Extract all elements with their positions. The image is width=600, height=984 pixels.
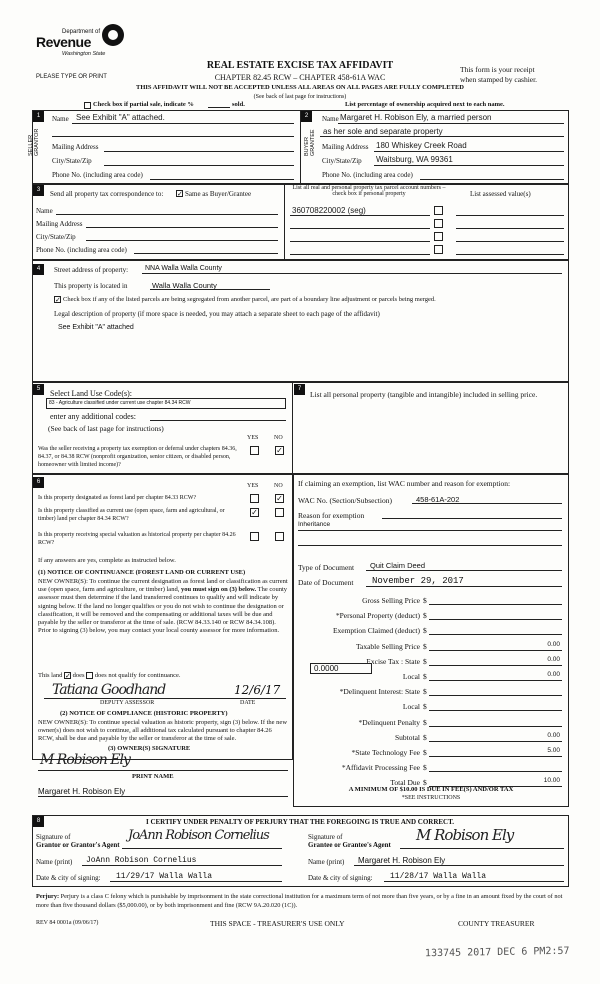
buyer-city[interactable]: Waitsburg, WA 99361 — [376, 155, 453, 164]
land-use-value: 83 - Agriculture classified under current use chapter 84.34 RCW — [49, 400, 191, 406]
warning-text: THIS AFFIDAVIT WILL NOT BE ACCEPTED UNLESS ALL AREAS ON ALL PAGES ARE FULLY COMPLETED — [136, 84, 464, 91]
agency-top: Department of — [62, 29, 101, 35]
continuance-text-b: you must sign on (3) below. — [180, 586, 257, 594]
grantee-signature: M Robison Ely — [416, 826, 514, 844]
street-address[interactable]: NNA Walla Walla County — [145, 265, 222, 272]
grantor-name: JoAnn Robison Cornelius — [86, 856, 197, 865]
exemption-yes-checkbox[interactable] — [250, 446, 259, 455]
personal-property-label: List all personal property (tangible and intangible) included in selling price. — [310, 390, 538, 399]
rev-number: REV 84 0001a (09/06/17) — [36, 920, 99, 926]
compliance-text: NEW OWNER(S): To continue special valuation as historic property, sign (3) below. If the new owner(s) does not wish to continue, all additional tax calculated pursuant to chapter 84.26 RCW, shall be due and payable by the seller or transferor at the time of sale. — [38, 719, 288, 743]
partial-sale-checkbox[interactable] — [84, 102, 91, 109]
doc-type-label: Type of Document — [298, 563, 355, 572]
seller-mailing-label: Mailing Address — [52, 143, 99, 151]
tax-row-label: Local — [402, 702, 420, 712]
qualify-line — [38, 672, 181, 679]
tax-row-label: *Delinquent Interest: State — [339, 687, 420, 697]
tax-row-label: *State Technology Fee — [351, 748, 420, 757]
exemption-question: Was the seller receiving a property tax exemption or deferral under chapters 84.36, 84.37, or 84.38 RCW (nonprofit organization, senior citizen, or disabled person, homeowner with limited income)? — [38, 446, 237, 468]
parcel-1[interactable]: 360708220002 (seg) — [292, 206, 366, 215]
corr-name-label: Name — [36, 207, 53, 215]
compliance-title: (2) NOTICE OF COMPLIANCE (HISTORIC PROPERTY) — [60, 710, 228, 717]
grantee-name-label: Name (print) — [308, 858, 345, 866]
segregated-label: Check box if any of the listed parcels are being segregated from another parcel, are part of a boundary line adjustment or parcels being merged. — [63, 296, 436, 303]
land-use-label: Select Land Use Code(s): — [50, 389, 132, 398]
corr-city-label: City/State/Zip — [36, 233, 76, 241]
wac-value[interactable]: 458-61A-202 — [416, 495, 460, 504]
section-7-number: 7 — [294, 384, 305, 395]
certify-text: I CERTIFY UNDER PENALTY OF PERJURY THAT THE FOREGOING IS TRUE AND CORRECT. — [145, 818, 454, 826]
county-treasurer: COUNTY TREASURER — [458, 919, 535, 928]
seller-name[interactable]: See Exhibit "A" attached. — [76, 113, 165, 122]
section-4-box — [32, 260, 569, 382]
exemption-no-checkbox[interactable]: ✓ — [276, 446, 283, 455]
continuance-text-c: The county assessor must then determine if the land transferred continues to qualify and will indicate by signing below. If the land no longer qualifies or you do not wish to continue the designation or classification, it will be removed and the compensating or additional taxes will be due and payable by the seller or transferor at the time of sale. (RCW 84.33.140 or RCW 84.34.108). Prior to signing (3) below, you may contact your local county assessor for more information. — [38, 586, 288, 635]
tax-row-currency: $ — [423, 611, 427, 621]
grantor-signature: JoAnn Robison Cornelius — [128, 828, 269, 843]
s5-no: NO — [274, 435, 283, 441]
grantor-sig-label: Signature of — [36, 833, 71, 841]
historic-no-checkbox[interactable] — [275, 532, 284, 541]
receipt-stamp: 133745 2017 DEC 6 PM2:57 — [424, 945, 570, 960]
section-8-number: 8 — [33, 816, 44, 827]
grantee-sig-label: Signature of — [308, 833, 343, 841]
section-2-number: 2 — [301, 111, 312, 122]
grantor-date-label: Date & city of signing: — [36, 874, 101, 882]
buyer-name-line1[interactable]: Margaret H. Robison Ely, a married person — [340, 113, 492, 122]
land-use-see-back: (See back of last page for instructions) — [48, 424, 164, 433]
tax-row-value[interactable]: 0.00 — [547, 671, 560, 678]
minimum-note: A MINIMUM OF $10.00 IS DUE IN FEE(S) AND/OR TAX — [348, 786, 514, 793]
partial-sale-label: Check box if partial sale, indicate % — [93, 101, 194, 108]
street-label: Street address of property: — [54, 266, 129, 274]
parcel-1-personal-checkbox[interactable] — [434, 206, 443, 215]
tax-row-currency: $ — [423, 702, 427, 712]
grantee-agent-label: Grantee or Grantee's Agent — [308, 841, 391, 849]
exemption-claim-label: If claiming an exemption, list WAC number and reason for exemption: — [298, 479, 511, 488]
grantee-date-label: Date & city of signing: — [308, 874, 373, 882]
grantee-date: 11/28/17 Walla Walla — [390, 872, 487, 881]
continuance-text — [38, 578, 288, 635]
continuance-text-a: NEW OWNER(S): To continue the current designation as forest land or classification as current use (open space, farm and agriculture, or timber) land, — [38, 578, 288, 594]
section-1-number: 1 — [33, 111, 44, 122]
tax-row-currency: $ — [423, 687, 427, 697]
buyer-name-label: Name — [322, 115, 339, 123]
corr-phone-label: Phone No. (including area code) — [36, 246, 127, 254]
section-6-number: 6 — [33, 477, 44, 488]
assessed-header: List assessed value(s) — [470, 190, 531, 198]
located-county[interactable]: Walla Walla County — [152, 281, 217, 290]
continuance-title: (1) NOTICE OF CONTINUANCE (FOREST LAND OR CURRENT USE) — [38, 569, 246, 576]
sold-label: sold. — [232, 101, 245, 108]
tax-row-currency: $ — [423, 626, 427, 636]
forest-yes-checkbox[interactable] — [250, 494, 259, 503]
s6-yes: YES — [247, 483, 259, 489]
tax-row-currency: $ — [423, 748, 427, 757]
parcel-2-personal-checkbox[interactable] — [434, 219, 443, 228]
agency-sub: Washington State — [62, 51, 106, 57]
tax-row-label: *Delinquent Penalty — [358, 717, 420, 727]
instructions-note: If any answers are yes, complete as instructed below. — [38, 557, 176, 564]
treasurer-use: THIS SPACE - TREASURER'S USE ONLY — [210, 919, 345, 928]
tax-row-currency: $ — [423, 717, 427, 727]
assessor-date: 12/6/17 — [234, 683, 281, 697]
print-type: PLEASE TYPE OR PRINT — [36, 74, 107, 80]
section-4-number: 4 — [33, 264, 44, 275]
tax-row-currency: $ — [423, 641, 427, 651]
perjury-title: Perjury: — [36, 893, 60, 900]
tax-row-label: Subtotal — [394, 732, 420, 742]
forest-no-checkbox[interactable]: ✓ — [276, 494, 283, 503]
print-name: Margaret H. Robison Ely — [38, 787, 126, 796]
tax-row-label: *Affidavit Processing Fee — [341, 763, 420, 773]
buyer-side-label: BUYER GRANTEE — [304, 129, 316, 156]
tax-row-currency: $ — [423, 732, 427, 742]
historic-question: Is this property receiving special valuation as historical property per chapter 84.26 RCW? — [38, 532, 236, 546]
current-use-yes-checkbox[interactable]: ✓ — [251, 508, 258, 517]
perjury-note — [36, 893, 568, 910]
seller-phone-label: Phone No. (including area code) — [52, 171, 143, 179]
tax-row-value[interactable]: 0.00 — [547, 655, 560, 663]
seller-side-label: SELLER GRANTOR — [28, 128, 40, 156]
reason-value[interactable]: Inheritance — [298, 521, 331, 528]
forest-question: Is this property designated as forest land per chapter 84.33 RCW? — [38, 495, 197, 501]
buyer-name-line2[interactable]: as her sole and separate property — [323, 127, 443, 136]
tax-row-label: Local — [402, 672, 420, 681]
tax-row-value[interactable]: 5.00 — [547, 747, 560, 754]
chapters: CHAPTER 82.45 RCW – CHAPTER 458-61A WAC — [214, 73, 386, 82]
grantee-name: Margaret H. Robison Ely — [358, 856, 446, 865]
tax-row-label: Exemption Claimed (deduct) — [332, 626, 420, 636]
section-3-number: 3 — [33, 185, 44, 196]
located-label: This property is located in — [54, 282, 128, 290]
same-as-buyer-checkbox[interactable]: ✓ — [177, 190, 183, 198]
this-land-label: This land — [38, 672, 63, 679]
parcels-header: List all real and personal property tax parcel account numbers – check box if personal property — [292, 185, 446, 197]
does-not-label: does not — [94, 672, 117, 679]
tax-row-currency: $ — [423, 672, 427, 681]
legal-label: Legal description of property (if more space is needed, you may attach a separate sheet to each page of the affidavit) — [54, 310, 380, 318]
buyer-phone-label: Phone No. (including area code) — [322, 171, 413, 179]
assessor-signature: Tatiana Goodhand — [52, 682, 166, 698]
historic-yes-checkbox[interactable] — [250, 532, 259, 541]
parcel-4-personal-checkbox[interactable] — [434, 245, 443, 254]
tax-row-value[interactable]: 0.00 — [547, 731, 560, 739]
agency-main: Revenue — [36, 34, 91, 50]
doc-type-value[interactable]: Quit Claim Deed — [370, 561, 426, 570]
section-5-number: 5 — [33, 384, 44, 395]
tax-row-label: Excise Tax : State — [366, 656, 420, 666]
doc-date-label: Date of Document — [298, 578, 354, 587]
print-name-label: PRINT NAME — [132, 773, 174, 780]
reason-label: Reason for exemption — [298, 511, 365, 520]
tax-row-value[interactable]: 10.00 — [543, 777, 560, 785]
s6-no: NO — [274, 483, 283, 489]
doc-date-value[interactable]: November 29, 2017 — [372, 576, 464, 586]
assessor-date-label: DATE — [240, 700, 256, 706]
current-use-no-checkbox[interactable] — [275, 508, 284, 517]
tax-row-label: Taxable Selling Price — [355, 641, 420, 651]
local-rate: 0.0000 — [314, 664, 339, 673]
seller-city-label: City/State/Zip — [52, 157, 92, 165]
corr-mailing-label: Mailing Address — [36, 220, 83, 228]
does-label: does — [72, 672, 85, 679]
receipt-note-1: This form is your receipt — [460, 65, 535, 74]
tax-row-currency: $ — [423, 778, 427, 788]
ownership-pct: List percentage of ownership acquired next to each name. — [345, 101, 505, 108]
tax-row-label: Total Due — [390, 778, 420, 788]
grantor-date: 11/29/17 Walla Walla — [116, 872, 213, 881]
buyer-city-label: City/State/Zip — [322, 157, 362, 165]
correspondence-label: Send all property tax correspondence to: — [50, 190, 164, 198]
owner-signature: M Robison Ely — [40, 752, 130, 768]
receipt-note-2: when stamped by cashier. — [460, 75, 538, 84]
parcel-3-personal-checkbox[interactable] — [434, 232, 443, 241]
buyer-mailing-label: Mailing Address — [322, 143, 369, 151]
does-not-checkbox[interactable] — [86, 672, 93, 679]
grantor-name-label: Name (print) — [36, 858, 73, 866]
see-back: (See back of last page for instructions) — [253, 94, 347, 100]
same-as-buyer-label: Same as Buyer/Grantee — [185, 190, 252, 198]
owner-signature-title: (3) OWNER(S) SIGNATURE — [108, 745, 191, 752]
tax-row-label: Gross Selling Price — [362, 596, 420, 605]
tax-row-value[interactable]: 0.00 — [547, 640, 560, 648]
wac-label: WAC No. (Section/Subsection) — [298, 496, 392, 505]
perjury-text: Perjury is a class C felony which is punishable by imprisonment in the state correctional institution for a maximum term of not more than five years, or by a fine in an amount fixed by the court of not more than five thousand dollars ($5,000.00), or by both imprisonment and fine (RCW 9A.20.020 (1C)). — [36, 893, 563, 909]
does-checkbox[interactable]: ✓ — [65, 672, 71, 681]
grantor-agent-label: Grantor or Grantor's Agent — [36, 841, 120, 849]
tax-row-label: *Personal Property (deduct) — [335, 611, 420, 621]
tax-row-currency: $ — [423, 596, 427, 605]
additional-codes-label: enter any additional codes: — [50, 412, 136, 421]
s5-yes: YES — [247, 435, 259, 441]
form-title: REAL ESTATE EXCISE TAX AFFIDAVIT — [206, 60, 394, 71]
seller-name-label: Name — [52, 115, 69, 123]
tax-row-currency: $ — [423, 763, 427, 773]
deputy-assessor-label: DEPUTY ASSESSOR — [100, 700, 155, 706]
see-instructions: *SEE INSTRUCTIONS — [401, 795, 461, 801]
legal-description[interactable]: See Exhibit "A" attached — [58, 324, 134, 331]
buyer-mailing[interactable]: 180 Whiskey Creek Road — [376, 141, 467, 150]
qualify-label: qualify for continuance. — [118, 672, 181, 679]
segregated-checkbox[interactable]: ✓ — [55, 296, 61, 304]
current-use-question: Is this property classified as current use (open space, farm and agricultural, or timber) land per chapter 84.34 RCW? — [38, 508, 225, 522]
tax-row-currency: $ — [423, 656, 427, 666]
